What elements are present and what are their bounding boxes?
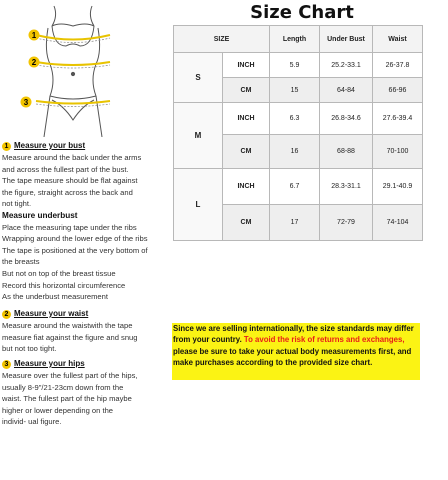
- marker-1-label: 1: [31, 31, 37, 40]
- marker-2-label: 2: [31, 58, 37, 67]
- size-chart-table: [173, 25, 423, 241]
- table-row: [174, 103, 423, 135]
- bust-line: not tight.: [2, 199, 32, 209]
- hips-section: [2, 358, 162, 428]
- table-row: [174, 169, 423, 205]
- length-value: 6.3: [270, 103, 320, 135]
- bust-number-badge: 1: [2, 142, 11, 151]
- bust-line: and across the fullest part of the bust.: [2, 164, 129, 174]
- underbust-line: Wrapping around the lower edge of the ribs: [2, 234, 148, 244]
- under-bust-value: 28.3-31.1: [320, 169, 373, 205]
- length-value: 15: [270, 78, 320, 103]
- bust-title: Measure your bust: [14, 141, 86, 150]
- waist-value: 74-104: [373, 205, 423, 241]
- body-measurement-figure: [14, 2, 132, 137]
- waist-line: Measure around the waistwith the tape: [2, 321, 133, 330]
- waist-value: 26-37.8: [373, 53, 423, 78]
- bust-line: the figure, straight across the back and: [2, 187, 133, 197]
- waist-value: 70-100: [373, 135, 423, 169]
- header-length: Length: [270, 26, 320, 53]
- hips-line: waist. The fullest part of the hip maybe: [2, 394, 132, 404]
- waist-line: but not too tight.: [2, 344, 57, 354]
- sizing-notice: [172, 323, 420, 380]
- hips-number-badge: 3: [2, 360, 11, 369]
- waist-heading: [2, 308, 162, 320]
- bust-line: Measure around the back under the arms: [2, 153, 142, 162]
- bust-heading: [2, 140, 162, 152]
- table-header-row: [174, 26, 423, 53]
- under-bust-value: 26.8-34.6: [320, 103, 373, 135]
- length-value: 5.9: [270, 53, 320, 78]
- unit-label: INCH: [223, 103, 270, 135]
- notice-intro: Since we are selling internationally, the size standards may differ from your country.: [173, 324, 414, 345]
- length-value: 16: [270, 135, 320, 169]
- unit-label: CM: [223, 205, 270, 241]
- under-bust-value: 72-79: [320, 205, 373, 241]
- notice-warning: To avoid the risk of returns and exchanges,: [243, 335, 405, 345]
- hips-line: individ- ual figure.: [2, 417, 62, 427]
- length-value: 17: [270, 205, 320, 241]
- waist-title: Measure your waist: [14, 309, 89, 318]
- underbust-line: Place the measuring tape under the ribs: [2, 222, 137, 232]
- underbust-line: As the underbust measurement: [2, 292, 108, 302]
- waist-value: 27.6-39.4: [373, 103, 423, 135]
- header-waist: Waist: [373, 26, 423, 53]
- size-chart-title: Size Chart: [250, 2, 354, 23]
- underbust-line: But not on top of the breast tissue: [2, 268, 116, 278]
- waist-section: [2, 308, 162, 355]
- unit-label: INCH: [223, 53, 270, 78]
- underbust-line: Record this horizontal circumference: [2, 280, 126, 290]
- underbust-title: Measure underbust: [2, 210, 78, 220]
- length-value: 6.7: [270, 169, 320, 205]
- waist-line: measure fiat against the figure and snug: [2, 332, 138, 342]
- table-row: [174, 53, 423, 78]
- under-bust-value: 64-84: [320, 78, 373, 103]
- hips-title: Measure your hips: [14, 359, 85, 368]
- hips-line: Measure over the fullest part of the hips,: [2, 371, 138, 380]
- underbust-line: the breasts: [2, 257, 40, 267]
- hips-line: usually 8-9"/21-23cm down from the: [2, 382, 124, 392]
- underbust-line: The tape is positioned at the very bottom of: [2, 245, 148, 255]
- under-bust-value: 68-88: [320, 135, 373, 169]
- bust-section: [2, 140, 162, 303]
- unit-label: INCH: [223, 169, 270, 205]
- unit-label: CM: [223, 78, 270, 103]
- under-bust-value: 25.2-33.1: [320, 53, 373, 78]
- size-m-label: M: [174, 103, 223, 169]
- marker-1: [29, 30, 40, 41]
- size-s-label: S: [174, 53, 223, 103]
- waist-number-badge: 2: [2, 310, 11, 319]
- waist-value: 29.1-40.9: [373, 169, 423, 205]
- notice-instruction: please be sure to take your actual body measurements first, and make purchases according to the provided size chart.: [173, 346, 412, 368]
- marker-3: [21, 97, 32, 108]
- hips-heading: [2, 358, 162, 370]
- marker-2: [29, 57, 40, 68]
- marker-3-label: 3: [23, 98, 29, 107]
- hips-line: higher or lower depending on the: [2, 405, 114, 415]
- size-l-label: L: [174, 169, 223, 241]
- waist-value: 66-96: [373, 78, 423, 103]
- header-under-bust: Under Bust: [320, 26, 373, 53]
- bust-line: The tape measure should be flat against: [2, 176, 138, 186]
- header-size: SIZE: [174, 26, 270, 53]
- unit-label: CM: [223, 135, 270, 169]
